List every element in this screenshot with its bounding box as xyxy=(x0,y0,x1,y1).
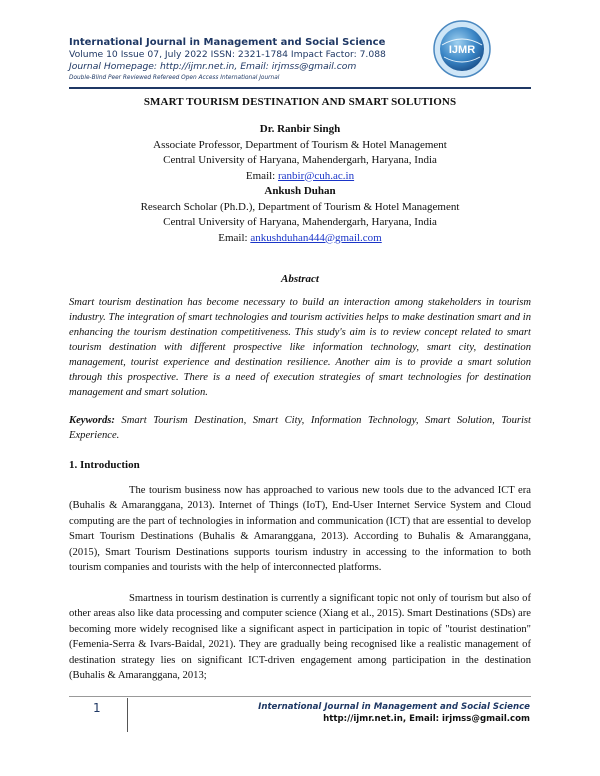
footer-contact: http://ijmr.net.in, Email: irjmss@gmail.com xyxy=(323,714,530,724)
journal-logo-text: IJMR xyxy=(448,44,476,56)
author-name: Ankush Duhan xyxy=(264,185,336,197)
journal-review-line: Double-Blind Peer Reviewed Refereed Open Access International Journal xyxy=(69,75,280,81)
author-block-1 xyxy=(69,122,531,184)
section-heading: 1. Introduction xyxy=(69,459,140,471)
author-email-link[interactable]: ankushduhan444@gmail.com xyxy=(250,231,382,244)
journal-logo-icon xyxy=(432,19,492,79)
footer-separator xyxy=(127,698,128,732)
footer-divider xyxy=(69,696,531,697)
paper-title: SMART TOURISM DESTINATION AND SMART SOLUTIONS xyxy=(143,96,457,108)
journal-title: International Journal in Management and Social Science xyxy=(69,37,386,48)
keywords xyxy=(69,413,531,443)
author-block-2 xyxy=(69,184,531,246)
keywords-text: Smart Tourism Destination, Smart City, Information Technology, Smart Solution, Tourist Experience. xyxy=(69,415,531,441)
author-affiliation: Central University of Haryana, Mahendergarh, Haryana, India xyxy=(163,154,437,166)
author-role: Associate Professor, Department of Tourism & Hotel Management xyxy=(153,138,447,151)
body-paragraph: Smartness in tourism destination is currently a significant topic not only of tourism but also of other areas also like data processing and computer science (Xiang et al., 2015). Smart Destinations (SDs) are becoming more widely recognised like a significant aspect in participation in topic of "tourist destination" (Femenia-Serra & Ivars-Baidal, 2021). They are gradually being recognised like a realistic management of destination strategy lies on significant ICT-driven engagement among participation in the destination (Buhalis & Amaranggana, 2013; xyxy=(69,593,531,682)
author-affiliation: Central University of Haryana, Mahendergarh, Haryana, India xyxy=(163,216,437,228)
header-divider xyxy=(69,87,531,89)
abstract-heading: Abstract xyxy=(281,273,319,285)
footer-journal-title: International Journal in Management and Social Science xyxy=(258,702,530,712)
author-name: Dr. Ranbir Singh xyxy=(259,123,341,135)
journal-volume-line: Volume 10 Issue 07, July 2022 ISSN: 2321-1784 Impact Factor: 7.088 xyxy=(69,49,386,60)
author-role: Research Scholar (Ph.D.), Department of Tourism & Hotel Management xyxy=(140,200,460,213)
footer-journal-info xyxy=(258,701,530,725)
journal-header xyxy=(69,36,449,83)
body-paragraph: The tourism business now has approached to various new tools due to the advanced ICT era (Buhalis & Amaranggana, 2013). Internet of Things (IoT), End-User Internet Service System and Cloud computing are the part of technologies in information and communication (ICT) that are essential to develop Smart Tourism Destinations (Buhalis & Amaranggana, 2013). According to Buhalis & Amaranggana, (2015), Smart Tourism Destinations supports tourism industry in accessing to the information to both tourism companies and tourists with the help of interconnected platforms. xyxy=(69,485,531,574)
keywords-label: Keywords: xyxy=(69,415,115,426)
page-number: 1 xyxy=(93,701,101,715)
author-email-line: Email: ankushduhan444@gmail.com xyxy=(218,231,382,244)
author-email-link[interactable]: ranbir@cuh.ac.in xyxy=(277,169,355,182)
abstract-text: Smart tourism destination has become necessary to build an interaction among stakeholders in tourism industry. The integration of smart technologies and tourism activities helps to make destination smart and in enhancing the tourism destination competitiveness. This study's aim is to review concept related to smart tourism destination with different prospective like information technology, smart city, destination management, tourist experience and destination resilience. Another aim is to provide a smart solution through this prospective. There is a need of execution strategies of smart technologies for destination management and smart solution. xyxy=(69,297,531,398)
journal-homepage-line: Journal Homepage: http://ijmr.net.in, Email: irjmss@gmail.com xyxy=(69,61,357,72)
author-email-line: Email: ranbir@cuh.ac.in xyxy=(245,169,355,182)
